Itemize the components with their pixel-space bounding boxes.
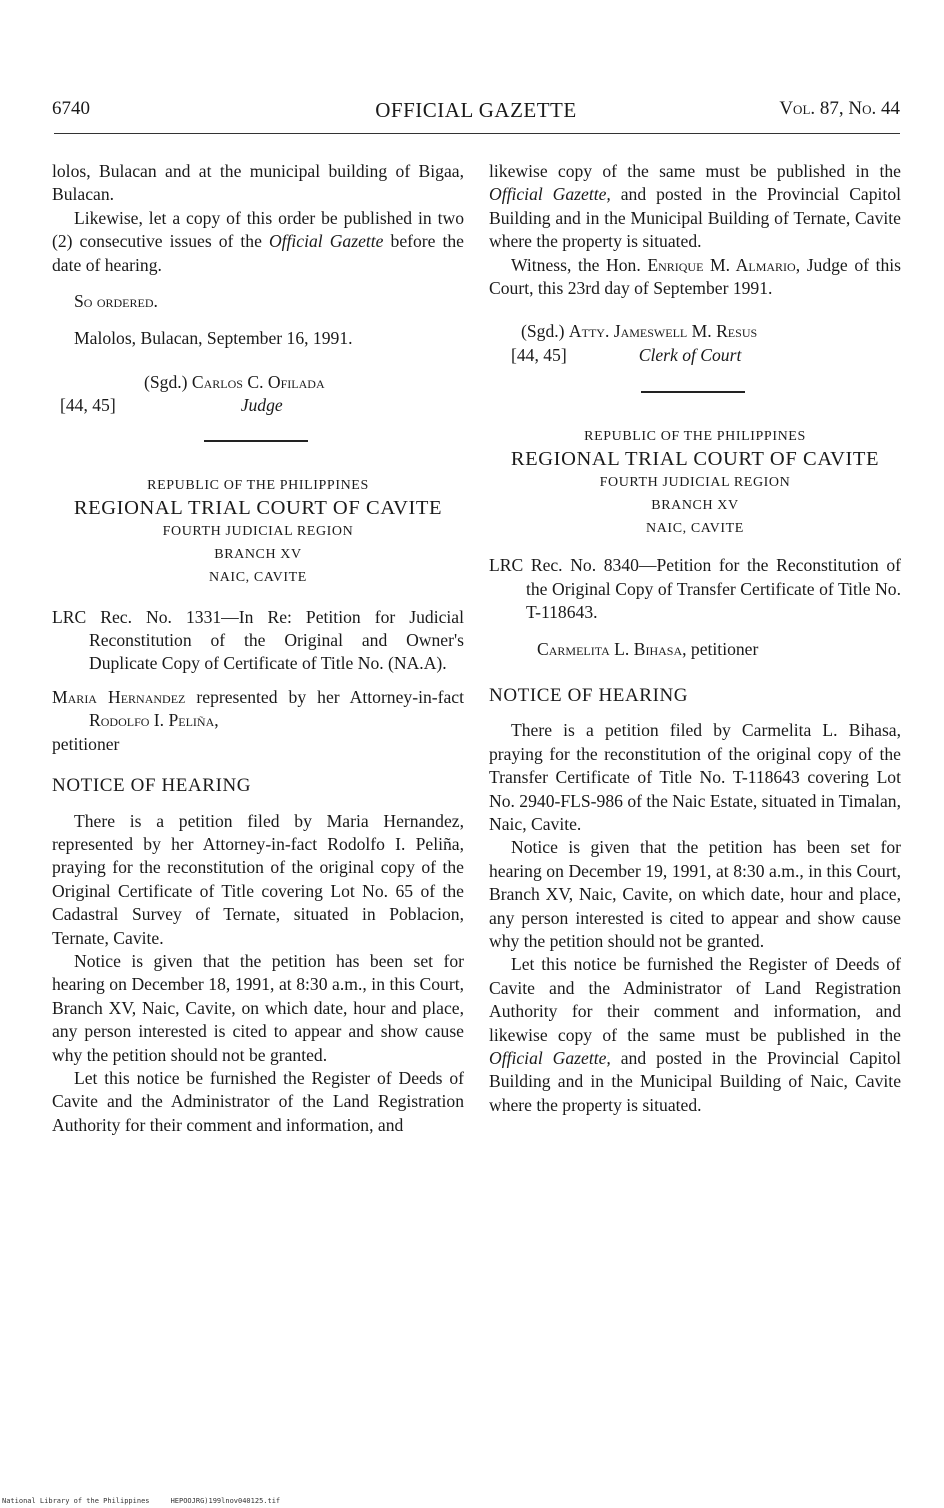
signatory-name: Carlos C. Ofilada	[191, 371, 325, 392]
case-title: LRC Rec. No. 1331—In Re: Petition for Judicial Reconstitution of the Original and Owner's Duplicate Copy of Certificate of Title No. (NA.A).	[52, 606, 464, 674]
section-divider	[204, 440, 308, 442]
court-branch: BRANCH XV	[214, 546, 302, 562]
notice-title: NOTICE OF HEARING	[489, 684, 689, 706]
clerk-signature-block	[489, 320, 901, 367]
court-place: NAIC, CAVITE	[646, 521, 744, 537]
scan-footer: National Library of the Philippines HEPOOJRG)199lnov040125.tif	[2, 1497, 281, 1505]
petitioner-line: Maria Hernandez represented by her Attorney-in-fact Rodolfo I. Peliña,	[52, 686, 464, 731]
court-heading	[489, 425, 901, 540]
judicial-region: FOURTH JUDICIAL REGION	[599, 475, 791, 491]
header-rule	[54, 133, 900, 134]
court-place: NAIC, CAVITE	[209, 569, 307, 585]
court-branch: BRANCH XV	[651, 498, 739, 514]
page-header	[52, 98, 900, 128]
signatory-role: Clerk of Court	[638, 344, 742, 365]
notice-title: NOTICE OF HEARING	[52, 775, 252, 797]
volume-number: Vol. 87, No. 44	[779, 98, 900, 119]
judicial-region: FOURTH JUDICIAL REGION	[162, 523, 354, 539]
court-name: REGIONAL TRIAL COURT OF CAVITE	[73, 496, 443, 519]
notice-paragraph-1: There is a petition filed by Maria Hernandez, represented by her Attorney-in-fact Rodolfo I. Peliña, praying for the reconstitution of the original copy of the Original Certificate of Title covering Lot No. 65 of the Cadastral Survey of Ternate, situated in Poblacion, Ternate, Cavite.	[52, 810, 464, 948]
page-number: 6740	[52, 98, 90, 119]
sgd-label: (Sgd.)	[521, 321, 565, 342]
notice-paragraph-1: There is a petition filed by Carmelita L. Bihasa, praying for the reconstitution of the original copy of the Transfer Certificate of Title No. T-118643 covering Lot No. 2940-FLS-986 of the Naic Estate, situated in Timalan, Naic, Cavite.	[489, 720, 901, 834]
republic-heading: REPUBLIC OF THE PHILIPPINES	[147, 477, 369, 493]
issue-reference: [44, 45]	[511, 344, 567, 365]
continuation-paragraph: lolos, Bulacan and at the municipal building of Bigaa, Bulacan.	[52, 161, 464, 205]
petitioner-line: Carmelita L. Bihasa, petitioner	[537, 639, 759, 660]
sgd-label: (Sgd.)	[144, 371, 188, 392]
court-name: REGIONAL TRIAL COURT OF CAVITE	[510, 448, 880, 471]
publication-title: OFFICIAL GAZETTE	[375, 98, 577, 122]
left-column	[52, 160, 464, 1137]
issue-reference: [44, 45]	[60, 395, 116, 416]
witness-paragraph: Witness, the Hon. Enrique M. Almario, Judge of this Court, this 23rd day of September 1991.	[489, 254, 901, 299]
continuation-paragraph: likewise copy of the same must be published in the Official Gazette, and posted in the Provincial Capitol Building and in the Municipal Building of Ternate, Cavite where the property is situated.	[489, 161, 902, 252]
place-date: Malolos, Bulacan, September 16, 1991.	[74, 328, 353, 349]
so-ordered: So ordered.	[74, 291, 158, 312]
court-heading	[52, 474, 464, 589]
petitioner-role: petitioner	[52, 733, 120, 754]
case-title: LRC Rec. No. 8340—Petition for the Reconstitution of the Original Copy of Transfer Certificate of Title No. T-118643.	[489, 555, 901, 623]
signatory-role: Judge	[240, 395, 283, 416]
notice-paragraph-3: Let this notice be furnished the Register of Deeds of Cavite and the Administrator of Land Registration Authority for their comment and information, and likewise copy of the same must be published in the Official Gazette, and posted in the Provincial Capitol Building and in the Municipal Building of Naic, Cavite where the property is situated.	[489, 954, 902, 1115]
notice-paragraph-2: Notice is given that the petition has been set for hearing on December 19, 1991, at 8:30 a.m., in this Court, Branch XV, Naic, Cavite, on which date, hour and place, any person interested is cited to appear and show cause why the petition should not be granted.	[489, 837, 901, 951]
signatory-name: Atty. Jameswell M. Resus	[568, 321, 758, 342]
notice-paragraph-2: Notice is given that the petition has been set for hearing on December 18, 1991, at 8:30 a.m., in this Court, Branch XV, Naic, Cavite, on which date, hour and place, any person interested is cited to appear and show cause why the petition should not be granted.	[52, 950, 464, 1065]
republic-heading: REPUBLIC OF THE PHILIPPINES	[584, 429, 806, 445]
right-column	[489, 160, 901, 1117]
notice-paragraph-3: Let this notice be furnished the Register of Deeds of Cavite and the Administrator of the Land Registration Authority for their comment and information, and	[52, 1067, 464, 1135]
publication-order-paragraph: Likewise, let a copy of this order be published in two (2) consecutive issues of the Official Gazette before the date of hearing.	[52, 207, 464, 275]
judge-signature-block	[52, 371, 464, 418]
section-divider	[641, 391, 745, 393]
